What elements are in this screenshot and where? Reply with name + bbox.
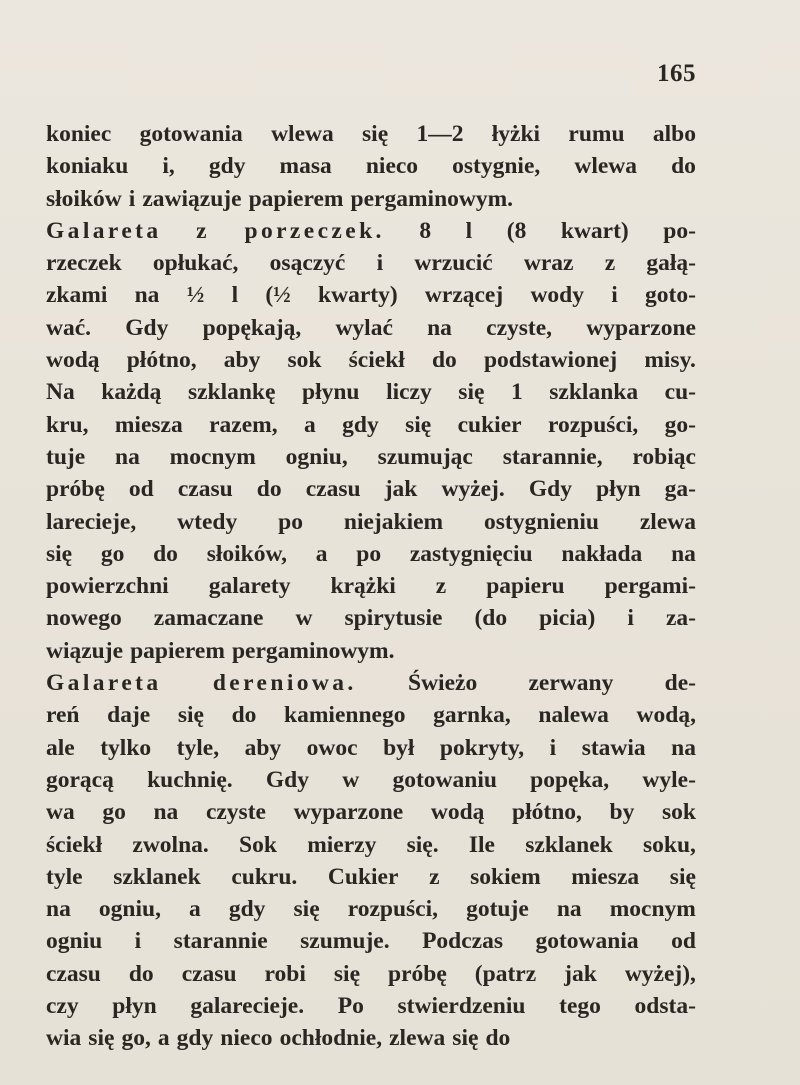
word: Podczas — [422, 928, 503, 955]
word: (8 — [506, 217, 527, 244]
word: powierzchni — [46, 573, 169, 600]
word: płyn — [596, 476, 641, 503]
word: albo — [652, 121, 696, 147]
text-line — [46, 635, 696, 667]
word: i — [627, 605, 634, 632]
page-number: 165 — [657, 60, 696, 87]
word: papierem — [130, 637, 225, 664]
word: ściekł — [46, 831, 103, 858]
word: zlewa — [639, 508, 696, 535]
word: się — [405, 411, 432, 438]
text-line — [46, 215, 696, 247]
word: wyparzone — [586, 314, 696, 341]
word: pokryty, — [439, 734, 525, 761]
word: płótno, — [512, 799, 582, 826]
word: jak — [564, 960, 597, 987]
text-line — [46, 150, 696, 182]
text-line — [46, 925, 696, 957]
word: ostygnie, — [452, 153, 541, 180]
text-line — [46, 183, 696, 215]
word: ale — [46, 734, 75, 761]
word: wodą — [430, 799, 485, 826]
word: rumu — [568, 121, 625, 147]
word: gotowania — [535, 928, 639, 955]
word: tuje — [46, 443, 86, 470]
word: zamaczane — [153, 605, 264, 632]
word: zkami — [46, 282, 108, 309]
word: koniaku — [46, 153, 129, 180]
word: wia — [46, 1025, 82, 1052]
word: garnka, — [433, 702, 511, 729]
word: popękają, — [202, 314, 302, 341]
word: i — [134, 928, 142, 955]
word: ogniu, — [285, 443, 348, 470]
word: soku, — [643, 831, 696, 858]
word: zwolna. — [132, 831, 209, 858]
word: ½ — [186, 282, 205, 309]
word: płótno, — [126, 347, 197, 374]
word: po- — [663, 217, 696, 244]
text-line — [46, 570, 696, 602]
word: z — [429, 863, 440, 890]
word: pergaminowym. — [231, 637, 395, 664]
word: papieru — [486, 573, 565, 600]
word: Gdy — [265, 766, 309, 793]
word: szklankę — [187, 379, 276, 406]
word: wyle- — [642, 766, 696, 793]
word: na — [671, 540, 696, 567]
word: kamiennego — [284, 702, 406, 729]
word: jak — [384, 476, 418, 503]
word: sok — [287, 347, 322, 374]
word: popęka, — [530, 766, 610, 793]
word: wlewa — [574, 153, 637, 180]
word: i, — [162, 153, 175, 180]
word: słoików — [46, 185, 122, 212]
word: nieco — [220, 1025, 273, 1052]
word: do — [485, 1025, 511, 1052]
word: wyparzone — [293, 799, 404, 826]
text-line — [46, 861, 696, 893]
word: kwart) — [560, 217, 629, 244]
word: pergaminowym. — [350, 185, 514, 212]
word: nalewa — [538, 702, 609, 729]
word: go- — [664, 411, 696, 438]
text-line — [46, 473, 696, 505]
word: 8 — [419, 217, 432, 244]
word: w — [342, 766, 360, 793]
text-line — [46, 538, 696, 570]
word: pergami- — [604, 573, 696, 600]
word: nieco — [365, 153, 419, 180]
text-line — [46, 732, 696, 764]
word: do — [231, 702, 257, 729]
word: nowego — [46, 605, 122, 632]
word: zastygnięciu — [409, 540, 533, 567]
text-line — [46, 958, 696, 990]
text-line — [46, 1022, 696, 1054]
word: ogniu — [46, 928, 103, 955]
word: Gdy — [125, 314, 169, 341]
word: wtedy — [177, 508, 238, 535]
word: kuchnię. — [147, 766, 233, 793]
word: z — [196, 217, 210, 244]
word: na — [46, 896, 71, 923]
text-line — [46, 506, 696, 538]
word: kru, — [46, 411, 89, 438]
word: ogniu, — [98, 896, 161, 923]
word: go — [100, 540, 125, 567]
word: od — [671, 928, 696, 955]
word: owoc — [306, 734, 358, 761]
word: Na — [46, 379, 75, 406]
word: czasu — [181, 960, 237, 987]
word: wyżej. — [441, 476, 505, 503]
word: na — [153, 799, 179, 826]
text-line — [46, 279, 696, 311]
word: osączyć — [269, 250, 346, 277]
text-line — [46, 118, 696, 150]
word: czyste, — [486, 314, 553, 341]
word: galarety — [208, 573, 291, 600]
word: do — [256, 476, 282, 503]
word: nakłada — [561, 540, 643, 567]
word: niejakiem — [343, 508, 444, 535]
word: ochłodnie, — [279, 1025, 383, 1052]
text-line — [46, 796, 696, 828]
word: się — [669, 863, 696, 890]
word: tylko — [100, 734, 152, 761]
word: czasu — [305, 476, 361, 503]
word: miesza — [571, 863, 640, 890]
word: się — [452, 1025, 479, 1052]
word: płynu — [302, 379, 360, 406]
word: daje — [107, 702, 151, 729]
body-text — [46, 118, 696, 1055]
word: Galareta — [46, 670, 162, 697]
word: Sok — [239, 831, 277, 858]
word: wlewa — [271, 121, 334, 147]
word: wyżej), — [624, 960, 696, 987]
word: Galareta — [46, 217, 162, 244]
word: 1 — [510, 379, 523, 406]
word: cu- — [664, 379, 696, 406]
word: papierem — [248, 185, 344, 212]
word: i — [128, 185, 136, 212]
word: się — [88, 1025, 115, 1052]
word: wać. — [46, 314, 92, 341]
word: po — [278, 508, 303, 535]
word: za- — [665, 605, 696, 632]
word: płyn — [112, 993, 157, 1020]
word: galarecieje. — [190, 993, 305, 1020]
word: próbę — [388, 960, 447, 987]
word: by — [609, 799, 635, 826]
word: ostygnieniu — [484, 508, 599, 535]
word: a — [189, 896, 201, 923]
word: do — [671, 153, 696, 180]
word: gdy — [208, 153, 246, 180]
word: reń — [46, 702, 80, 729]
word: Po — [337, 993, 364, 1020]
word: na — [671, 734, 696, 761]
word: podstawionej — [483, 347, 618, 374]
word: do — [153, 540, 178, 567]
text-line — [46, 312, 696, 344]
word: gotowania — [139, 121, 243, 147]
text-line — [46, 247, 696, 279]
word: na — [115, 443, 140, 470]
word: l — [465, 217, 473, 244]
word: się — [333, 960, 361, 987]
word: wody — [530, 282, 584, 309]
word: rzeczek — [46, 250, 122, 277]
word: tyle, — [176, 734, 220, 761]
text-line — [46, 893, 696, 925]
word: wa — [46, 799, 75, 826]
word: na — [427, 314, 452, 341]
word: się — [293, 896, 320, 923]
word: od — [128, 476, 154, 503]
word: mocnym — [169, 443, 256, 470]
word: koniec — [46, 121, 112, 147]
word: wraz — [523, 250, 574, 277]
word: dereniowa. — [212, 670, 357, 697]
word: spirytusie — [344, 605, 443, 632]
text-line — [46, 829, 696, 861]
word: próbę — [46, 476, 105, 503]
word: krążki — [330, 573, 396, 600]
word: rozpuści, — [347, 896, 439, 923]
text-line — [46, 344, 696, 376]
word: każdą — [101, 379, 162, 406]
word: mocnym — [609, 896, 696, 923]
text-line — [46, 376, 696, 408]
word: gdy — [342, 411, 379, 438]
text-line — [46, 441, 696, 473]
word: z — [604, 250, 616, 277]
word: się — [362, 121, 389, 147]
word: z — [435, 573, 447, 600]
word: szklanek — [113, 863, 201, 890]
word: i — [549, 734, 557, 761]
word: i — [376, 250, 384, 277]
word: wiązuje — [46, 637, 124, 664]
word: wrzącej — [424, 282, 504, 309]
word: i — [611, 282, 618, 309]
word: czasu — [46, 960, 101, 987]
word: stwierdzeniu — [397, 993, 526, 1020]
word: szklanek — [525, 831, 613, 858]
word: opłukać, — [152, 250, 239, 277]
word: sokiem — [470, 863, 541, 890]
word: w — [295, 605, 313, 632]
word: cukier — [457, 411, 522, 438]
word: wylać — [335, 314, 393, 341]
word: larecieje, — [46, 508, 137, 535]
word: kwarty) — [318, 282, 398, 309]
word: rozpuści, — [547, 411, 639, 438]
word: liczy — [386, 379, 432, 406]
text-line — [46, 667, 696, 699]
word: szumując — [377, 443, 473, 470]
word: gdy — [176, 1025, 214, 1052]
word: sok — [661, 799, 696, 826]
word: odsta- — [634, 993, 696, 1020]
word: masa — [279, 153, 332, 180]
word: (do — [474, 605, 508, 632]
word: gdy — [228, 896, 266, 923]
word: ga- — [664, 476, 696, 503]
word: starannie, — [502, 443, 603, 470]
word: gotuje — [466, 896, 529, 923]
word: do — [128, 960, 154, 987]
word: a — [315, 540, 328, 567]
word: czasu — [177, 476, 233, 503]
word: tego — [559, 993, 601, 1020]
word: łyżki — [491, 121, 541, 147]
word: mierzy — [307, 831, 377, 858]
word: Ile — [468, 831, 495, 858]
word: na — [134, 282, 160, 309]
word: na — [556, 896, 582, 923]
word: Cukier — [327, 863, 399, 890]
word: Świeżo — [408, 670, 478, 697]
word: go — [102, 799, 126, 826]
word: szumuje. — [300, 928, 390, 955]
word: (½ — [265, 282, 291, 309]
word: słoików, — [206, 540, 288, 567]
word: de- — [664, 670, 696, 697]
word: się. — [406, 831, 439, 858]
word: porzeczek. — [244, 217, 385, 244]
text-line — [46, 764, 696, 796]
word: po — [356, 540, 382, 567]
word: cukru. — [231, 863, 298, 890]
word: wrzucić — [414, 250, 493, 277]
word: wodą — [46, 347, 100, 374]
word: a — [304, 411, 316, 438]
word: aby — [223, 347, 261, 374]
word: czy — [46, 993, 79, 1020]
word: starannie — [173, 928, 268, 955]
word: do — [431, 347, 457, 374]
word: się — [177, 702, 204, 729]
text-line — [46, 990, 696, 1022]
word: zawiązuje — [142, 185, 242, 212]
word: był — [383, 734, 415, 761]
word: ściekł — [348, 347, 405, 374]
word: Gdy — [528, 476, 572, 503]
word: zlewa — [389, 1025, 446, 1052]
word: (patrz — [474, 960, 537, 987]
word: aby — [244, 734, 282, 761]
word: robi — [264, 960, 306, 987]
word: razem, — [209, 411, 278, 438]
word: tyle — [46, 863, 83, 890]
word: gotowaniu — [392, 766, 497, 793]
word: l — [231, 282, 239, 309]
word: stawia — [581, 734, 646, 761]
word: goto- — [645, 282, 696, 309]
text-line — [46, 699, 696, 731]
word: robiąc — [632, 443, 696, 470]
word: czyste — [205, 799, 266, 826]
word: misy. — [644, 347, 696, 374]
word: się — [46, 540, 73, 567]
word: się — [458, 379, 485, 406]
word: a — [157, 1025, 170, 1052]
word: 1—2 — [416, 121, 464, 147]
word: go, — [121, 1025, 151, 1052]
word: wodą, — [636, 702, 696, 729]
word: gorącą — [46, 766, 114, 793]
text-line — [46, 602, 696, 634]
text-line — [46, 409, 696, 441]
word: zerwany — [528, 670, 614, 697]
word: picia) — [539, 605, 596, 632]
word: gałą- — [646, 250, 696, 277]
word: szklanka — [549, 379, 639, 406]
word: miesza — [114, 411, 183, 438]
